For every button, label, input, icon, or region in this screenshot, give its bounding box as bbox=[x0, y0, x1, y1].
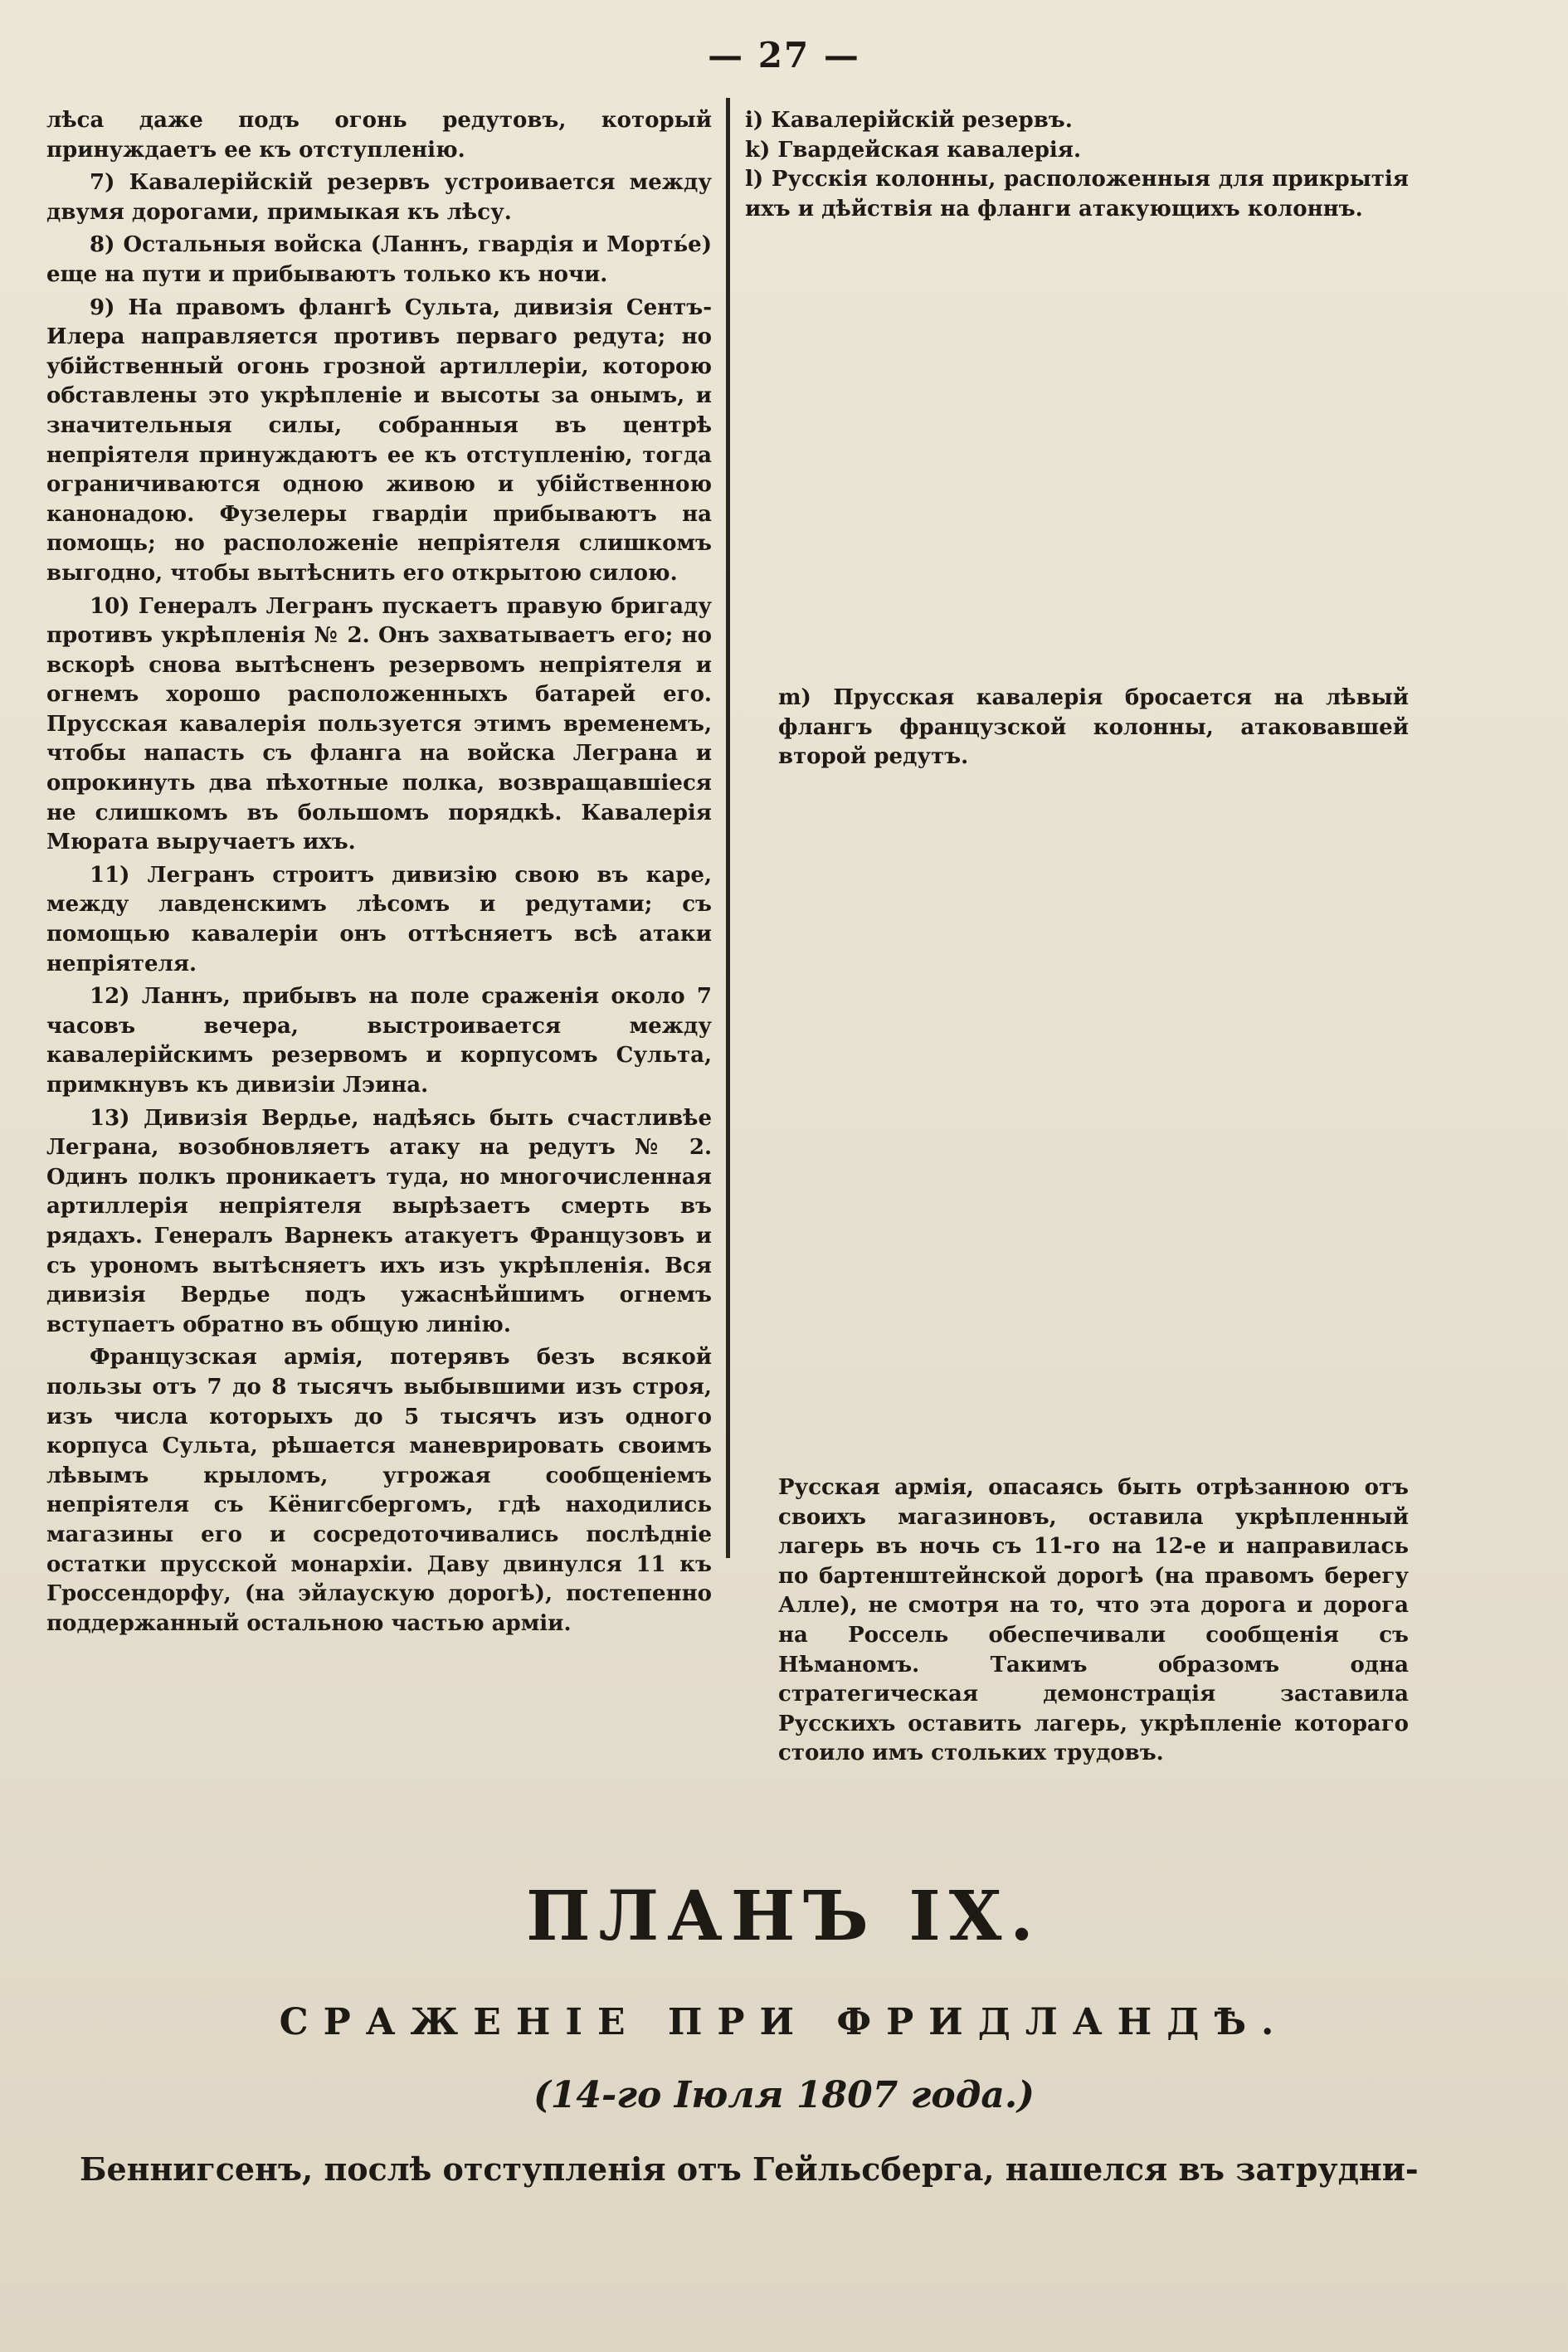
column-divider bbox=[726, 98, 730, 1558]
plan-title: ПЛАНЪ IX. bbox=[526, 1877, 1042, 1956]
paragraph: лѣса даже подъ огонь редутовъ, который принуждаетъ ее къ отступленію. bbox=[46, 108, 712, 163]
retreat-paragraph bbox=[778, 1473, 1409, 1772]
paragraph: 8) Остальныя войска (Ланнъ, гвардія и Морть́е) еще на пути и прибываютъ только къ ночи. bbox=[46, 232, 712, 287]
paragraph: 10) Генералъ Легранъ пускаетъ правую бригаду противъ укрѣпленія № 2. Онъ захватываетъ его; но вскорѣ снова вытѣсненъ резервомъ непріятеля и огнемъ хорошо расположенныхъ батарей его. Прусская кавалерія пользуется этимъ временемъ, чтобы напасть съ фланга на войска Леграна и опрокинуть два пѣхотные полка, возвращавшіеся не слишкомъ въ большомъ порядкѣ. Кавалерія Мюрата выручаетъ ихъ. bbox=[46, 593, 712, 855]
paragraph: Русская армія, опасаясь быть отрѣзанною отъ своихъ магазиновъ, оставила укрѣпленный лагерь въ ночь съ 11-го на 12-е и направилась по бартенштейнской дорогѣ (на правомъ берегу Алле), не смотря на то, что эта дорога и дорога на Россель обеспечивали сообщенія съ Нѣманомъ. Такимъ образомъ одна стратегическая демонстрація заставила Русскихъ оставить лагерь, укрѣпленіе котораго стоило имъ стольких трудовъ. bbox=[778, 1475, 1409, 1766]
legend-item: l) Русскія колонны, расположенныя для прикрытія ихъ и дѣйствія на фланги атакующихъ колоннъ. bbox=[745, 167, 1409, 222]
paragraph: 9) На правомъ флангѣ Сульта, дивизія Сентъ-Илера направляется противъ перваго редута; но убійственный огонь грозной артиллеріи, которою обставлены это укрѣпленіе и высоты за онымъ, и значительныя силы, собранныя въ центрѣ непріятеля принуждаютъ ее къ отступленію, тогда ограничиваются одною живою и убійственною канонадою. Фузелеры гвардіи прибываютъ на помощь; но расположеніе непріятеля слишкомъ выгодно, чтобы вытѣснить его открытою силою. bbox=[46, 295, 712, 586]
legend-item: i) Кавалерійскій резервъ. bbox=[745, 108, 1073, 133]
legend-item: k) Гвардейская кавалерія. bbox=[745, 137, 1082, 163]
left-column bbox=[46, 106, 712, 1642]
paragraph: 12) Ланнъ, прибывъ на поле сраженія около 7 часовъ вечера, выстроивается между кавалерійскимъ резервомъ и корпусомъ Сульта, примкнувъ къ дивизіи Лэина. bbox=[46, 984, 712, 1098]
paragraph: Французская армія, потерявъ безъ всякой пользы отъ 7 до 8 тысячъ выбывшими изъ строя, изъ числа которыхъ до 5 тысячъ изъ одного корпуса Сульта, рѣшается маневрировать своимъ лѣвымъ крыломъ, угрожая сообщеніемъ непріятеля съ Кёнигсбергомъ, гдѣ находились магазины его и сосредоточивались послѣдніе остатки прусской монархіи. Даву двинулся 11 къ Гроссендорфу, (на эйлаускую дорогѣ), постепенно поддержанный остальною частью арміи. bbox=[46, 1345, 712, 1636]
paragraph: 7) Кавалерійскій резервъ устроивается между двумя дорогами, примыкая къ лѣсу. bbox=[46, 170, 712, 225]
page-number: — 27 — bbox=[708, 35, 860, 75]
paragraph: 13) Дивизія Вердье, надѣясь быть счастливѣе Леграна, возобновляетъ атаку на редутъ № 2. Одинъ полкъ проникаетъ туда, но многочисленная артиллерія непріятеля вырѣзаетъ смерть въ рядахъ. Генералъ Варнекъ атакуетъ Французовъ и съ урономъ вытѣсняетъ ихъ изъ укрѣпленія. Вся дивизія Вердье подъ ужаснѣйшимъ огнемъ вступаетъ обратно въ общую линію. bbox=[46, 1105, 712, 1337]
date-line: (14-го Іюля 1807 года.) bbox=[533, 2074, 1035, 2116]
legend-item: m) Прусская кавалерія бросается на лѣвый флангъ французской колонны, атаковавшей второй редутъ. bbox=[778, 685, 1409, 770]
right-legend bbox=[745, 106, 1409, 224]
right-legend-m bbox=[778, 684, 1409, 776]
battle-title: СРАЖЕНІЕ ПРИ ФРИДЛАНДѢ. bbox=[279, 2001, 1289, 2043]
paragraph: 11) Легранъ строитъ дивизію свою въ каре, между лавденскимъ лѣсомъ и редутами; съ помощью кавалеріи онъ оттѣсняетъ всѣ атаки непріятеля. bbox=[46, 862, 712, 976]
intro-line: Беннигсенъ, послѣ отступленія отъ Гейльсберга, нашелся въ затрудни- bbox=[80, 2150, 1419, 2188]
